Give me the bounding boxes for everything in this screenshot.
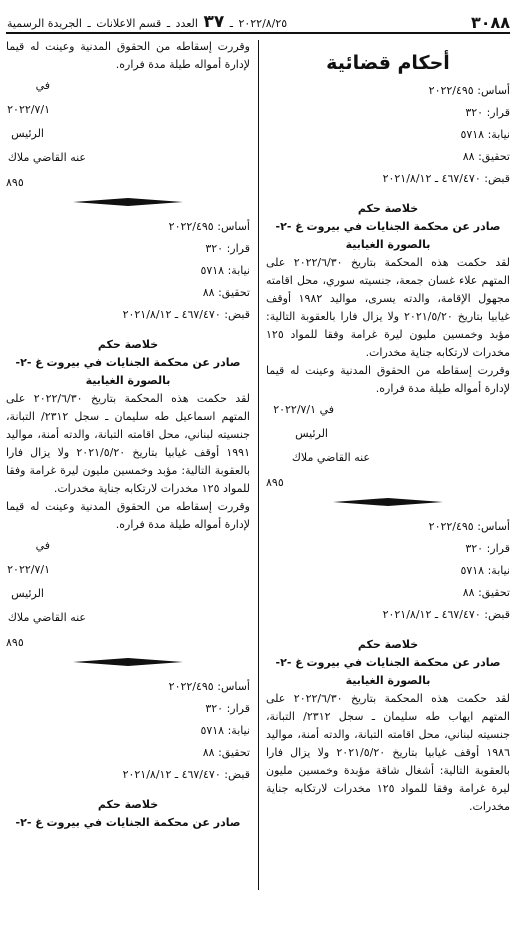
arrest-value: ٤٦٧/٤٧٠ ـ ٢٠٢١/٨/١٢ <box>382 172 481 185</box>
court-heading: صادر عن محكمة الجنايات في بيروت غ -٢- <box>15 356 241 369</box>
issue-number: ٣٧ <box>203 12 225 32</box>
issue-label: العدد <box>175 17 198 30</box>
header-info: ٢٠٢٢/٨/٢٥ ـ ٣٧ العدد ـ قسم الاعلانات ـ الجريدة الرسمية <box>7 12 288 32</box>
signature-date: ٢٠٢٢/٧/١ <box>273 403 317 416</box>
signature-block: في ٢٠٢٢/٧/١ الرئيس عنه القاضي ملاك <box>6 534 250 630</box>
basis-value: ٢٠٢٢/٤٩٥ <box>428 84 474 97</box>
separator-rule <box>266 498 510 506</box>
investigation-value: ٨٨ <box>202 746 215 759</box>
decision-value: ٣٢٠ <box>205 242 224 255</box>
absentia-heading: بالصورة الغيابية <box>85 374 171 387</box>
signature-block: في ٢٠٢٢/٧/١ الرئيس عنه القاضي ملاك <box>6 74 250 170</box>
ruling-body: لقد حكمت هذه المحكمة بتاريخ ٢٠٢٢/٦/٣٠ على المتهم علاء غسان جمعة، جنسيته سوري، محل اقامته مجهول الإقامة، والدته يسرى، مواليد ١٩٨٢ أوقف غيابيا بتاريخ ٢٠٢١/٥/٢٠ ولا يزال فارا بالعقوبة التالية: مؤبد وخمسين مليون ليرة غرامة وفقا للمواد ١٢٥ مخدرات لارتكابه جناية مخدرات. <box>266 256 511 359</box>
court-heading: صادر عن محكمة الجنايات في بيروت غ -٢- <box>275 220 501 233</box>
signature-date: ٢٠٢٢/٧/١ <box>7 563 50 576</box>
case-meta: أساس: ٢٠٢٢/٤٩٥ قرار: ٣٢٠ نيابة: ٥٧١٨ تحقيق: ٨٨ قبض: ٤٦٧/٤٧٠ ـ ٢٠٢١/٨/١٢ <box>382 520 510 621</box>
summary-heading: خلاصة حكم <box>357 638 419 651</box>
judge-name: عنه القاضي ملاك <box>291 451 370 464</box>
reference-number: ٨٩٥ <box>6 636 24 649</box>
signature-date: ٢٠٢٢/٧/١ <box>7 103 50 116</box>
arrest-value: ٤٦٧/٤٧٠ ـ ٢٠٢١/٨/١٢ <box>122 308 221 321</box>
section-title: أحكام قضائية <box>326 52 450 74</box>
decision-value: ٣٢٠ <box>465 542 484 555</box>
basis-value: ٢٠٢٢/٤٩٥ <box>428 520 474 533</box>
president-label: الرئيس <box>295 427 328 440</box>
president-label: الرئيس <box>11 587 44 600</box>
ruling-body: لقد حكمت هذه المحكمة بتاريخ ٢٠٢٢/٦/٣٠ على المتهم اسماعيل طه سليمان ـ سجل ٢٣١٢/ التبانة، جنسيته لبناني، محل اقامته التبانة، والدته أمنة، مواليد ١٩٩١ أوقف غيابيا بتاريخ ٢٠٢١/٥/٢٠ ولا يزال فارا بالعقوبة التالية: مؤبد وخمسين مليون ليرة غرامة وفقا للمواد ١٢٥ مخدرات لارتكابه جناية مخدرات. <box>6 392 251 495</box>
president-label: الرئيس <box>11 127 44 140</box>
court-heading: صادر عن محكمة الجنايات في بيروت غ -٢- <box>275 656 501 669</box>
summary-heading: خلاصة حكم <box>357 202 419 215</box>
header-date: ٢٠٢٢/٨/٢٥ <box>238 17 288 30</box>
summary-heading: خلاصة حكم <box>97 338 159 351</box>
investigation-value: ٨٨ <box>462 586 475 599</box>
page-number: ٣٠٨٨ <box>470 13 510 32</box>
basis-value: ٢٠٢٢/٤٩٥ <box>168 220 214 233</box>
column-divider <box>258 40 259 890</box>
right-column <box>266 38 510 816</box>
prosecution-value: ٥٧١٨ <box>200 264 225 277</box>
decision-value: ٣٢٠ <box>205 702 224 715</box>
court-heading: صادر عن محكمة الجنايات في بيروت غ -٢- <box>15 816 241 829</box>
absentia-heading: بالصورة الغيابية <box>345 674 431 687</box>
forfeiture-text: وقررت إسقاطه من الحقوق المدنية وعينت له قيما لإدارة أمواله طيلة مدة فراره. <box>6 40 250 71</box>
case-meta: أساس: ٢٠٢٢/٤٩٥ قرار: ٣٢٠ نيابة: ٥٧١٨ تحقيق: ٨٨ قبض: ٤٦٧/٤٧٠ ـ ٢٠٢١/٨/١٢ <box>122 220 250 321</box>
ruling-body: لقد حكمت هذه المحكمة بتاريخ ٢٠٢٢/٦/٣٠ على المتهم ايهاب طه سليمان ـ سجل ٢٣١٢/ التبانة، جنسيته لبناني، محل اقامته التبانة، والدته أمنة، مواليد ١٩٨٦ أوقف غيابيا بتاريخ ٢٠٢١/٥/٢٠ ولا يزال فارا بالعقوبة التالية: أشغال شاقة مؤبدة وخمسين مليون ليرة غرامة وفقا للمواد ١٢٥ مخدرات لارتكابه جناية مخدرات. <box>266 692 511 813</box>
separator-rule <box>6 658 250 666</box>
prosecution-value: ٥٧١٨ <box>200 724 225 737</box>
arrest-value: ٤٦٧/٤٧٠ ـ ٢٠٢١/٨/١٢ <box>122 768 221 781</box>
reference-number: ٨٩٥ <box>6 176 24 189</box>
summary-heading: خلاصة حكم <box>97 798 159 811</box>
case-meta: أساس: ٢٠٢٢/٤٩٥ قرار: ٣٢٠ نيابة: ٥٧١٨ تحقيق: ٨٨ قبض: ٤٦٧/٤٧٠ ـ ٢٠٢١/٨/١٢ <box>382 84 510 185</box>
decision-value: ٣٢٠ <box>465 106 484 119</box>
absentia-heading: بالصورة الغيابية <box>345 238 431 251</box>
forfeiture-text: وقررت إسقاطه من الحقوق المدنية وعينت له قيما لإدارة أمواله طيلة مدة فراره. <box>266 364 510 395</box>
section-name: قسم الاعلانات <box>96 17 162 30</box>
separator-rule <box>6 198 250 206</box>
prosecution-value: ٥٧١٨ <box>460 564 485 577</box>
forfeiture-text: وقررت إسقاطه من الحقوق المدنية وعينت له قيما لإدارة أمواله طيلة مدة فراره. <box>6 500 250 531</box>
investigation-value: ٨٨ <box>202 286 215 299</box>
reference-number: ٨٩٥ <box>266 476 284 489</box>
signature-block: في ٢٠٢٢/٧/١ الرئيس عنه القاضي ملاك <box>266 398 510 470</box>
judge-name: عنه القاضي ملاك <box>7 151 86 164</box>
basis-value: ٢٠٢٢/٤٩٥ <box>168 680 214 693</box>
prosecution-value: ٥٧١٨ <box>460 128 485 141</box>
judge-name: عنه القاضي ملاك <box>7 611 86 624</box>
investigation-value: ٨٨ <box>462 150 475 163</box>
arrest-value: ٤٦٧/٤٧٠ ـ ٢٠٢١/٨/١٢ <box>382 608 481 621</box>
page-header <box>6 6 510 34</box>
left-column <box>6 38 250 832</box>
gazette-name: الجريدة الرسمية <box>7 17 82 30</box>
case-meta: أساس: ٢٠٢٢/٤٩٥ قرار: ٣٢٠ نيابة: ٥٧١٨ تحقيق: ٨٨ قبض: ٤٦٧/٤٧٠ ـ ٢٠٢١/٨/١٢ <box>122 680 250 781</box>
